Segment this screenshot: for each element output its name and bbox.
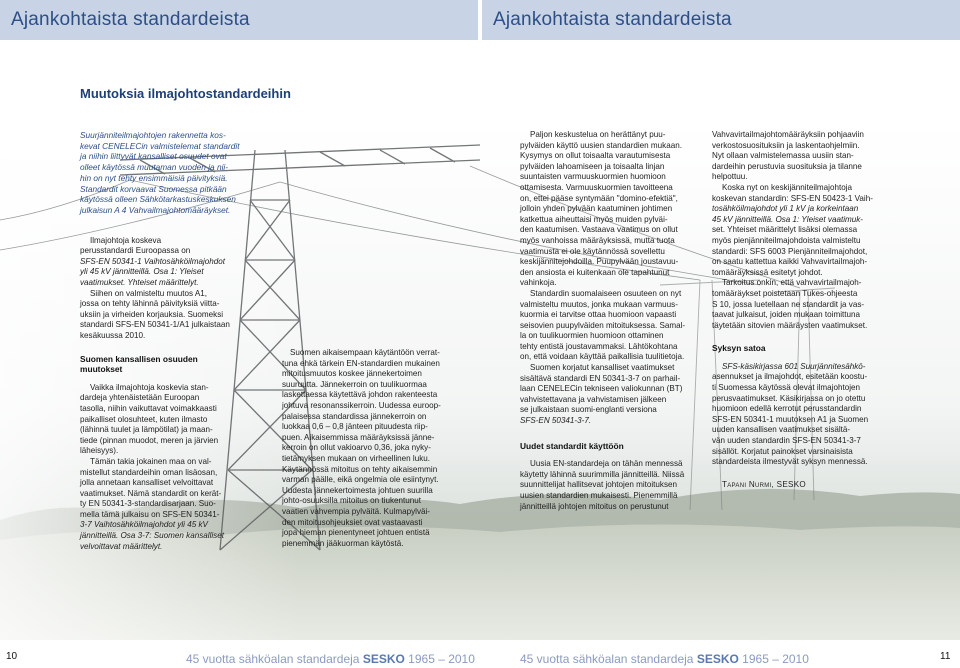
text-line: kuormia ei tarvitse ottaa huomioon vapaasti [520, 310, 677, 320]
subheading-line: Suomen kansallisen osuuden [80, 353, 198, 364]
text-line: suuruutta. Jännekerroin on tuulikuormaa [282, 379, 427, 389]
text-line: läheisyys). [80, 446, 119, 456]
text-line: 45 kV jännitteillä. Osa 1: Yleiset vaatimuk- [712, 214, 864, 224]
col4-paragraph-1 [712, 130, 892, 183]
lead-line: Standardit korvaavat Suomessa pitkään [80, 183, 227, 194]
text-line: Kysymys on ollut toisaalta varautumisesta [520, 151, 671, 161]
header-left-title: Ajankohtaista standardeista [11, 9, 250, 30]
text-line: puen. Aikaisemmissa määräyksissä jänne- [282, 432, 435, 442]
text-line: SFS-käsikirjassa 601 Suurjännitesähkö- [722, 361, 866, 371]
sesko-logo-text: SESKO [362, 652, 405, 666]
header-right-title: Ajankohtaista standardeista [493, 9, 732, 30]
text-line: sisältävä standardi EN 50341-3-7 on parhail- [520, 373, 681, 383]
col3-paragraph-4 [520, 459, 700, 512]
col3-subheading: Uudet standardit käyttöön [520, 440, 624, 451]
lead-line: olleet käytössä muutaman vuoden ja nii- [80, 162, 229, 173]
text-line: koskevan standardin: SFS-EN 50423-1 Vaih- [712, 193, 873, 203]
text-line: jolloin yhden pylvään kaatuminen johtimen [520, 204, 673, 214]
footer-right [520, 652, 809, 666]
text-line: tosähköilmajohdot yli 1 kV ja korkeintaan [712, 204, 859, 214]
text-line: (lähinnä tuulet ja lämpötilat) ja maan- [80, 425, 213, 435]
text-line: set. Yhteiset määrittelyt lisäksi olemassa [712, 225, 858, 235]
text-line: SFS-EN 50341-3-7. [520, 416, 592, 426]
lead-paragraph [80, 130, 260, 216]
text-line: Vaikka ilmajohtoja koskevia stan- [90, 382, 209, 392]
column-3 [520, 130, 700, 512]
text-line: tiede (pinnan muodot, meren ja järvien [80, 435, 219, 445]
footer-years: 1965 – 2010 [408, 652, 475, 666]
text-line: valmisteltu muutos, jonka mukaan varmuus- [520, 299, 678, 309]
text-line: S 10, jossa luetellaan ne standardit ja vas- [712, 299, 865, 309]
text-line: tomääräykset poistetaan Tukes-ohjeesta [712, 288, 858, 298]
text-line: ty EN 50341-3-standardisarjaan. Suo- [80, 499, 216, 509]
col3-paragraph-2 [520, 289, 700, 363]
text-line: katkettua aiheuttaisi myös muiden pylväi- [520, 214, 668, 224]
author-signature: Tapani Nurmi, SESKO [722, 479, 807, 489]
footer-tagline: 45 vuotta sähköalan standardeja [186, 652, 360, 666]
text-line: sisällöt. Korjatut painokset varsinaisista [712, 446, 853, 456]
text-line: suuntaisten varmuuskuormien huomioon [520, 172, 666, 182]
text-line: pylväiden lahoamiseen ja toisaalta linjan [520, 161, 665, 171]
text-line: jolla annetaan kansalliset velvoittavat [80, 478, 214, 488]
text-line: pienemmän jääkuorman käytöstä. [282, 538, 404, 548]
text-line: käytetty lähinnä suurimmilla jännitteillä. Niissä [520, 469, 685, 479]
text-line: tuna ehkä tärkein EN-standardien mukainen [282, 358, 440, 368]
lead-line: Suurjänniteilmajohtojen rakennetta kos- [80, 130, 226, 140]
text-line: yli 45 kV jännitteillä. Osa 1: Yleiset [80, 267, 204, 277]
text-line: perusstandardi Euroopassa on [80, 246, 191, 256]
text-line: vaatimukset. Yhteiset määrittelyt. [80, 278, 199, 287]
footer-left [186, 652, 475, 666]
text-line: Paljon keskustelua on herättänyt puu- [530, 130, 666, 139]
text-line: luokkaa 0,6 – 0,8 jänteen pituudesta riip- [282, 422, 428, 432]
text-line: Ilmajohtoja koskeva [90, 235, 162, 245]
text-line: Uusia EN-standardeja on tähän mennessä [530, 459, 683, 469]
text-line: tomääräyksissä esitetyt johdot. [712, 267, 823, 277]
text-line: standardeista ilmestyvät syksyn mennessä. [712, 457, 868, 467]
text-line: Uudesta jännekertoimesta johtuen suurilla [282, 485, 433, 495]
text-line: la on tuulikuormien huomioon ottaminen [520, 331, 664, 341]
text-line: Standardin suomalaiseen osuuteen on nyt [530, 288, 682, 298]
text-line: uksiin ja virheiden korjauksia. Suomeksi [80, 309, 224, 319]
text-line: Nyt ollaan valmistelemassa uusiin stan- [712, 151, 854, 161]
text-line: on, että voidaan käyttää paikallisia tuulitietoja. [520, 352, 685, 362]
text-line: johtuva resonanssikerroin. Uudessa euroop- [282, 400, 441, 410]
text-line: johto-osuuksilla mitoitus on tiukentunut [282, 496, 422, 506]
text-line: tasolla, niihin vaikuttavat voimakkaasti [80, 403, 217, 413]
text-line: mistellut standardeihin oman lisäosan, [80, 467, 218, 477]
subheading-line: muutokset [80, 364, 123, 375]
text-line: jossa on tehty lähinnä päivityksiä viitta- [80, 299, 220, 309]
text-line: huomioon edellä kerrotut perusstandardin [712, 404, 862, 414]
text-line: Suomen korjatut kansalliset vaatimukset [530, 363, 675, 373]
text-line: varman päälle, eikä ongelmia ole esiintynyt. [282, 475, 439, 485]
text-line: perusvaatimukset. Käsikirjassa on jo otettu [712, 393, 866, 403]
text-line: se julkaistaan suomi-englanti versiona [520, 405, 657, 415]
column-4 [712, 130, 892, 490]
text-line: ottamisesta. Varmuuskuormien tavoitteena [520, 182, 673, 192]
text-line: uuden kansallisen vaatimukset sisältä- [712, 425, 851, 435]
text-line: helpottuu. [712, 172, 748, 182]
col2-paragraph-1 [282, 348, 468, 549]
text-line: Vahvavirtailmajohtomääräyksiin pohjaaviin [712, 130, 864, 139]
text-line: vaatimusta ei ole käytännössä sovellettu [520, 246, 665, 256]
text-line: kerroin on ollut vakioarvo 0,36, joka nyky- [282, 443, 431, 453]
page-number-right: 11 [940, 651, 951, 662]
col3-paragraph-1 [520, 130, 700, 289]
col1-paragraph-3 [80, 457, 260, 552]
text-line: den ansiosta ei kuitenkaan ole tapahtunut [520, 267, 670, 277]
col1-subheading [80, 354, 260, 375]
text-line: kesäkuussa 2010. [80, 330, 146, 340]
text-line: Tämän takia jokainen maa on val- [90, 456, 212, 466]
lead-line: ja niihin liittyvät kansalliset osuudet ovat [80, 151, 227, 162]
col4-paragraph-2 [712, 183, 892, 278]
text-line: SFS-EN 50341-1 muutoksen A1 ja Suomen [712, 414, 869, 424]
text-line: asennukset ja ilmajohdot, esitetään koostu- [712, 372, 868, 382]
page-number-left: 10 [6, 651, 18, 662]
text-line: palaisessa standardissa jännekerroin on [282, 411, 427, 421]
text-line: vaatimukset. Nämä standardit on kerät- [80, 488, 222, 498]
text-line: uusien standardien mukaisesti. Pienemmillä [520, 491, 678, 500]
text-line: myös vanhoissa määräyksissä, mutta tuota [520, 235, 675, 245]
text-line: den mitoitusohjeuksiet ovat vastaavasti [282, 517, 423, 527]
footer-tagline: 45 vuotta sähköalan standardeja [520, 652, 694, 666]
text-line: den kaatumisen. Vastaava vaatimus on ollut [520, 225, 678, 235]
text-line: jopa hieman pienentyneet johtuen entistä [282, 528, 430, 538]
text-line: dardeihin perustuvia suosituksia ja tilanne [712, 161, 862, 171]
text-line: vahvistettavana ja vahvistamisen jälkeen [520, 394, 667, 404]
text-line: vän uuden standardin SFS-EN 50341-3-7 [712, 436, 861, 446]
text-line: velvoittavat määrittelyt. [80, 541, 163, 551]
text-line: vaatien vahvempia pylväitä. Kulmapylväi- [282, 506, 431, 516]
column-2 [282, 348, 468, 549]
sesko-logo-text: SESKO [696, 652, 739, 666]
text-line: tehty entistä joustavammaksi. Lähtökohtana [520, 341, 678, 351]
text-line: tietämyksen mukaan on virheellinen luku. [282, 453, 431, 463]
text-line: keskijännitejohdoilla. Puupylvään joustavuu- [520, 257, 679, 267]
text-line: taavat julkaisut, joiden mukaan toimittuna [712, 310, 861, 320]
footer-years: 1965 – 2010 [742, 652, 809, 666]
col4-subheading: Syksyn satoa [712, 343, 766, 354]
text-line: Suomen aikaisempaan käytäntöön verrat- [290, 348, 440, 357]
text-line: standardi: SFS 6003 Pienjänniteilmajohdot, [712, 246, 868, 256]
lead-line: hin on nyt tehty ensimmäisiä päivityksiä. [80, 172, 228, 183]
column-1 [80, 130, 260, 552]
text-line: jännitteillä johtojen mitoitus on perustunut [520, 501, 669, 511]
text-line: seisovien puupylväiden mitoituksessa. Samal- [520, 320, 686, 330]
lead-line: käytössä olleen Sähkötarkastuskeskuksen [80, 194, 236, 205]
text-line: täytetään sitovien määräysten vaatimukset. [712, 320, 868, 330]
text-line: laskettaessa käytettävä johdon rakenteesta [282, 390, 438, 400]
text-line: vahinkoja. [520, 278, 557, 288]
text-line: SFS-EN 50341-1 Vaihtosähköilmajohdot [80, 256, 226, 266]
section-title: Muutoksia ilmajohtostandardeihin [80, 86, 291, 101]
text-line: paikalliset olosuhteet, kuten ilmasto [80, 414, 208, 424]
col3-paragraph-3 [520, 363, 700, 427]
text-line: ti Suomessa käytössä olevat ilmajohtojen [712, 383, 861, 393]
text-line: on, ettei pääse syntymään "domino-efektiä", [520, 193, 678, 203]
text-line: on saatu kattettua kaikki Vahvavirtailmajoh- [712, 257, 868, 267]
text-line: suunnittelijat hallitsevat johtojen mitoituksen [520, 480, 678, 490]
header-right [482, 0, 960, 40]
text-line: 3-7 Vaihtosähköilmajohdot yli 45 kV [80, 520, 208, 530]
col1-paragraph-2 [80, 383, 260, 457]
text-line: Koska nyt on keskijänniteilmajohtoja [722, 182, 853, 192]
text-line: verkostosuosituksiin ja laskentaohjelmiin. [712, 140, 860, 150]
text-line: dardeja yhtenäistetään Euroopan [80, 393, 200, 403]
lead-line: kevat CENELECin valmistelemat standardit [80, 140, 240, 151]
col1-paragraph-1 [80, 236, 260, 342]
header-left [0, 0, 478, 40]
text-line: Siihen on valmisteltu muutos A1, [90, 288, 207, 298]
col4-paragraph-4 [712, 362, 892, 468]
text-line: standardi SFS-EN 50341-1/A1 julkaistaan [80, 320, 230, 330]
col4-paragraph-3 [712, 278, 892, 331]
text-line: jännitteillä. Osa 3-7: Suomen kansalliset [80, 531, 224, 541]
text-line: pylväiden käyttö uusien standardien mukaan. [520, 140, 682, 150]
text-line: Tarkoitus onkin, että vahvavirtailmajoh- [722, 278, 862, 288]
text-line: Käytännössä mitoitus on tehty aikaisemmin [282, 464, 438, 474]
text-line: myös pienjänniteilmajohdoista valmisteltu [712, 235, 861, 245]
text-line: mella tämä julkaisu on SFS-EN 50341- [80, 509, 220, 519]
text-line: laan CENELECin tekniseen valiokunnan (BT) [520, 384, 683, 394]
text-line: mitoitusmuutos koskee jännekertoimen [282, 369, 422, 379]
lead-line: julkaisun A 4 Vahvailmajohtomääräykset. [80, 204, 231, 215]
